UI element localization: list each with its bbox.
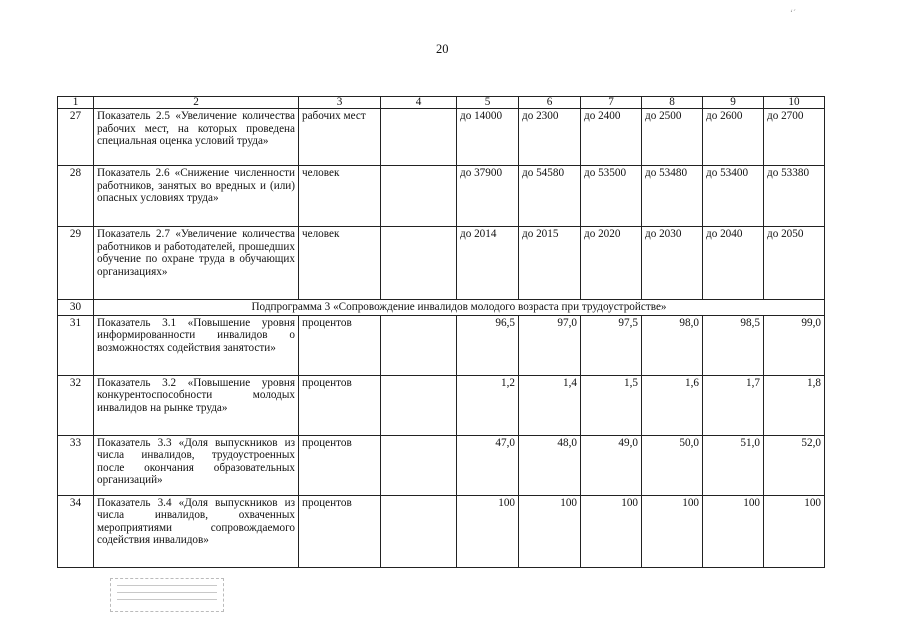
- value-cell: до 2500: [642, 109, 703, 166]
- value-cell: до 2050: [764, 227, 825, 300]
- value-cell: 1,4: [519, 375, 581, 435]
- value-cell: до 2020: [581, 227, 642, 300]
- page-number: 20: [436, 42, 449, 56]
- row-number: 29: [58, 227, 94, 300]
- indicators-table: [57, 96, 825, 568]
- value-cell: 100: [519, 495, 581, 567]
- column-header: 8: [642, 97, 703, 109]
- value-cell: до 53480: [642, 166, 703, 227]
- unit: процентов: [299, 495, 381, 567]
- value-cell: до 2040: [703, 227, 764, 300]
- column-header: 10: [764, 97, 825, 109]
- value-cell: до 2300: [519, 109, 581, 166]
- section-title: Подпрограмма 3 «Сопровождение инвалидов молодого возраста при трудоустройстве»: [94, 300, 825, 316]
- value-cell: 1,5: [581, 375, 642, 435]
- col4-cell: [381, 227, 457, 300]
- column-header: 4: [381, 97, 457, 109]
- col4-cell: [381, 435, 457, 495]
- value-cell: 98,0: [642, 315, 703, 375]
- column-header: 6: [519, 97, 581, 109]
- value-cell: до 2014: [457, 227, 519, 300]
- value-cell: до 53500: [581, 166, 642, 227]
- scan-mark: ʻ´: [790, 8, 796, 18]
- column-header: 7: [581, 97, 642, 109]
- value-cell: до 2030: [642, 227, 703, 300]
- unit: рабочих мест: [299, 109, 381, 166]
- faded-stamp: [110, 578, 224, 612]
- value-cell: 100: [642, 495, 703, 567]
- value-cell: до 54580: [519, 166, 581, 227]
- value-cell: 51,0: [703, 435, 764, 495]
- indicator-name: Показатель 2.6 «Снижение численности работников, занятых во вредных и (или) опасных условиях труда»: [94, 166, 299, 227]
- row-number: 27: [58, 109, 94, 166]
- indicator-name: Показатель 2.5 «Увеличение количества рабочих мест, на которых проведена специальная оценка условий труда»: [94, 109, 299, 166]
- unit: человек: [299, 166, 381, 227]
- value-cell: 48,0: [519, 435, 581, 495]
- col4-cell: [381, 495, 457, 567]
- row-number: 28: [58, 166, 94, 227]
- value-cell: 1,2: [457, 375, 519, 435]
- column-header: 9: [703, 97, 764, 109]
- table-row: [58, 375, 825, 435]
- value-cell: 50,0: [642, 435, 703, 495]
- value-cell: до 14000: [457, 109, 519, 166]
- table-row: [58, 435, 825, 495]
- value-cell: до 2400: [581, 109, 642, 166]
- value-cell: 100: [457, 495, 519, 567]
- value-cell: 100: [581, 495, 642, 567]
- value-cell: 97,0: [519, 315, 581, 375]
- row-number: 34: [58, 495, 94, 567]
- value-cell: до 37900: [457, 166, 519, 227]
- unit: человек: [299, 227, 381, 300]
- section-row: [58, 300, 825, 316]
- value-cell: 100: [764, 495, 825, 567]
- value-cell: до 53400: [703, 166, 764, 227]
- column-header: 1: [58, 97, 94, 109]
- row-number: 33: [58, 435, 94, 495]
- value-cell: 49,0: [581, 435, 642, 495]
- header-row: [58, 97, 825, 109]
- indicator-name: Показатель 3.1 «Повышение уровня информированности инвалидов о возможностях содействия занятости»: [94, 315, 299, 375]
- table-row: [58, 109, 825, 166]
- col4-cell: [381, 109, 457, 166]
- value-cell: 1,8: [764, 375, 825, 435]
- value-cell: до 2700: [764, 109, 825, 166]
- indicator-name: Показатель 3.4 «Доля выпускников из числа инвалидов, охваченных мероприятиями сопровождаемого содействия инвалидов»: [94, 495, 299, 567]
- value-cell: 1,6: [642, 375, 703, 435]
- indicator-name: Показатель 3.3 «Доля выпускников из числа инвалидов, трудоустроенных после окончания образовательных организаций»: [94, 435, 299, 495]
- table-row: [58, 227, 825, 300]
- table-row: [58, 315, 825, 375]
- value-cell: 52,0: [764, 435, 825, 495]
- col4-cell: [381, 315, 457, 375]
- table-row: [58, 166, 825, 227]
- value-cell: до 2600: [703, 109, 764, 166]
- unit: процентов: [299, 375, 381, 435]
- column-header: 3: [299, 97, 381, 109]
- row-number: 30: [58, 300, 94, 316]
- value-cell: до 53380: [764, 166, 825, 227]
- table-row: [58, 495, 825, 567]
- value-cell: 1,7: [703, 375, 764, 435]
- unit: процентов: [299, 315, 381, 375]
- value-cell: 97,5: [581, 315, 642, 375]
- value-cell: 47,0: [457, 435, 519, 495]
- col4-cell: [381, 375, 457, 435]
- col4-cell: [381, 166, 457, 227]
- value-cell: 100: [703, 495, 764, 567]
- row-number: 31: [58, 315, 94, 375]
- value-cell: до 2015: [519, 227, 581, 300]
- indicator-name: Показатель 2.7 «Увеличение количества работников и работодателей, прошедших обучение по охране труда в обучающих организациях»: [94, 227, 299, 300]
- value-cell: 99,0: [764, 315, 825, 375]
- value-cell: 96,5: [457, 315, 519, 375]
- column-header: 2: [94, 97, 299, 109]
- value-cell: 98,5: [703, 315, 764, 375]
- row-number: 32: [58, 375, 94, 435]
- column-header: 5: [457, 97, 519, 109]
- indicator-name: Показатель 3.2 «Повышение уровня конкурентоспособности молодых инвалидов на рынке труда»: [94, 375, 299, 435]
- unit: процентов: [299, 435, 381, 495]
